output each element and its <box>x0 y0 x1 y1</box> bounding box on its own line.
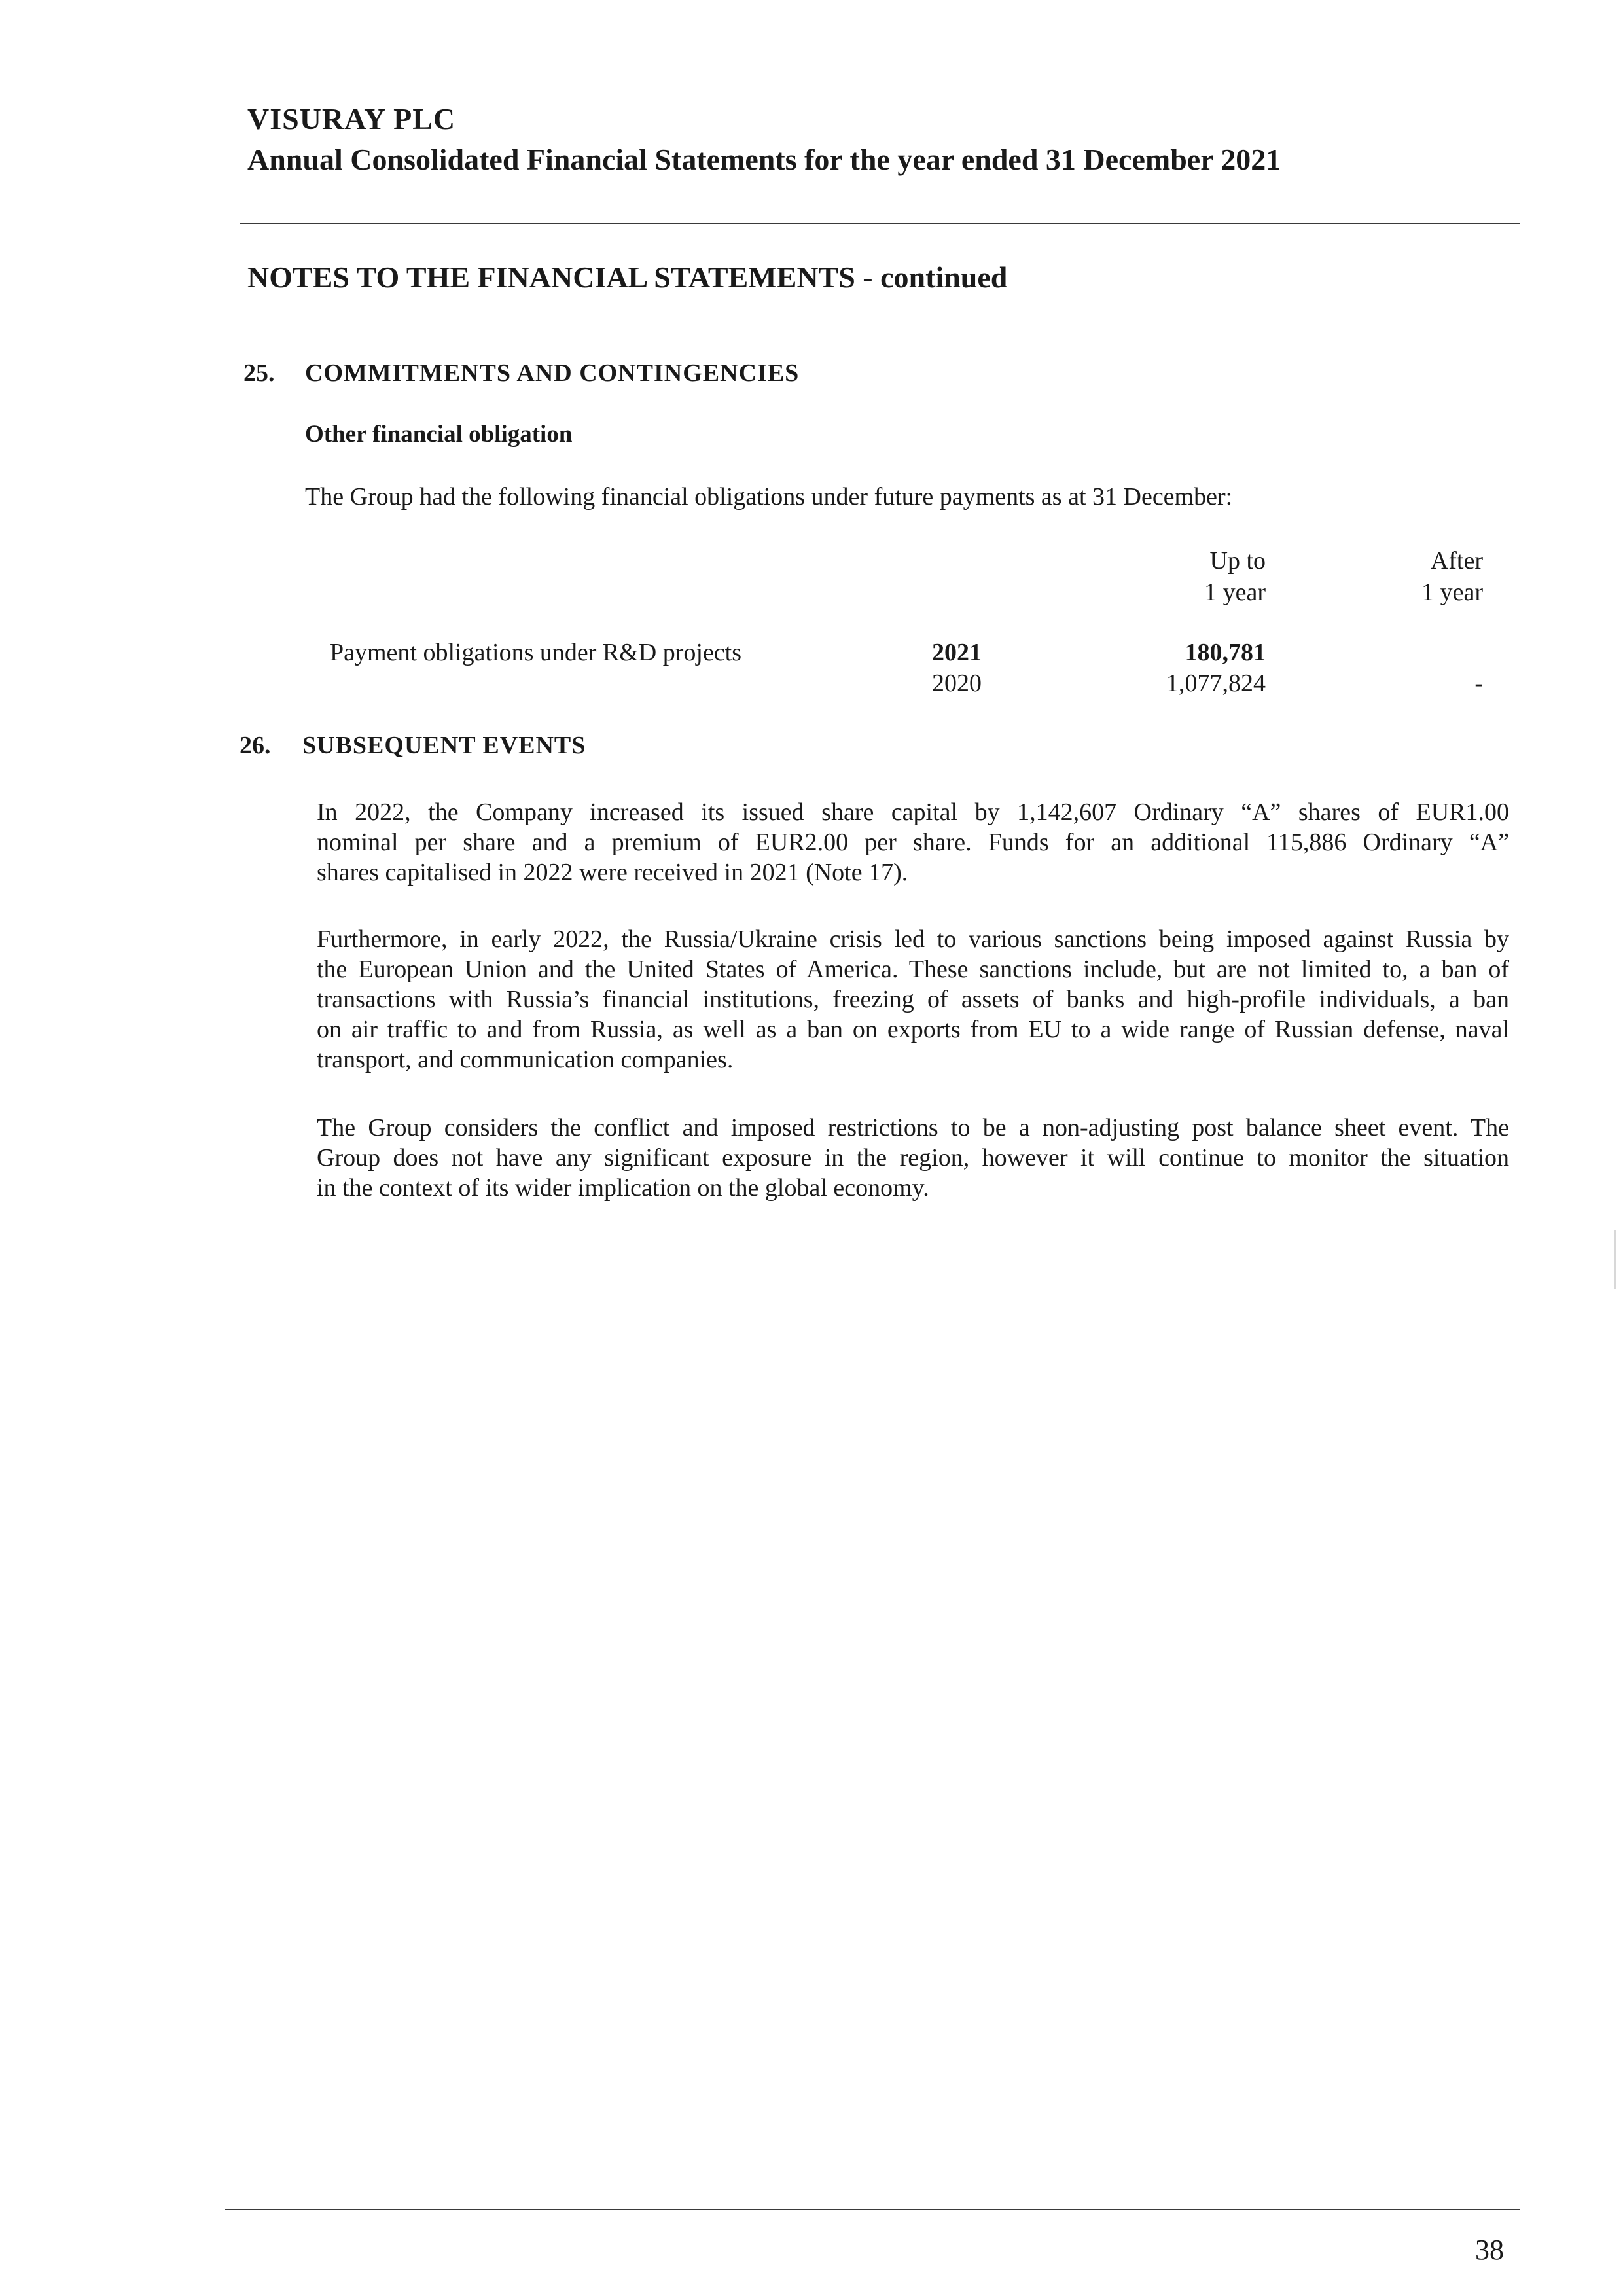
paragraph-line: nominal per share and a premium of EUR2.00 per share. Funds for an additional 115,886 Ordinary “A” <box>317 829 1509 856</box>
col-up-to-1-year-line1: Up to <box>1209 547 1266 575</box>
section-26-paragraph-2 <box>317 924 1509 1075</box>
table-row-amount-up-to-1-year: 1,077,824 <box>1166 670 1266 697</box>
paragraph-line: The Group considers the conflict and imposed restrictions to be a non-adjusting post balance sheet event. The <box>317 1114 1509 1141</box>
paragraph-line: transport, and communication companies. <box>317 1046 734 1073</box>
footer-divider <box>225 2209 1520 2210</box>
section-26-title: SUBSEQUENT EVENTS <box>302 732 586 759</box>
section-26-number: 26. <box>240 732 271 759</box>
paragraph-line: Group does not have any significant exposure in the region, however it will continue to monitor the situation <box>317 1144 1509 1172</box>
paragraph-line: in the context of its wider implication on the global economy. <box>317 1174 929 1202</box>
col-after-1-year-line2: 1 year <box>1421 579 1483 606</box>
table-row-amount-up-to-1-year: 180,781 <box>1185 639 1266 666</box>
paragraph-line: transactions with Russia’s financial institutions, freezing of assets of banks and high-profile individuals, a ban <box>317 986 1509 1013</box>
company-name: VISURAY PLC <box>247 102 456 135</box>
col-up-to-1-year-line2: 1 year <box>1204 579 1266 606</box>
notes-heading: NOTES TO THE FINANCIAL STATEMENTS - continued <box>247 260 1008 294</box>
scan-artifact <box>1614 1230 1616 1289</box>
section-26-paragraph-1 <box>317 797 1509 888</box>
header-divider <box>240 223 1520 224</box>
row-label-rd-obligations: Payment obligations under R&D projects <box>330 639 742 666</box>
section-25-title: COMMITMENTS AND CONTINGENCIES <box>305 359 800 387</box>
section-25-subheading: Other financial obligation <box>305 421 573 448</box>
document-subtitle: Annual Consolidated Financial Statements for the year ended 31 December 2021 <box>247 143 1281 176</box>
table-row-year: 2020 <box>932 670 982 697</box>
page-number: 38 <box>1475 2234 1504 2266</box>
paragraph-line: shares capitalised in 2022 were received in 2021 (Note 17). <box>317 859 908 886</box>
table-row-year: 2021 <box>932 639 982 666</box>
table-row-amount-after-1-year: - <box>1474 670 1483 697</box>
section-25-number: 25. <box>243 359 275 387</box>
section-25-intro: The Group had the following financial obligations under future payments as at 31 December: <box>305 483 1233 511</box>
paragraph-line: on air traffic to and from Russia, as well as a ban on exports from EU to a wide range of Russian defense, naval <box>317 1016 1509 1043</box>
paragraph-line: In 2022, the Company increased its issued share capital by 1,142,607 Ordinary “A” shares of EUR1.00 <box>317 798 1509 826</box>
col-after-1-year-line1: After <box>1430 547 1483 575</box>
section-26-paragraph-3 <box>317 1113 1509 1203</box>
paragraph-line: the European Union and the United States of America. These sanctions include, but are not limited to, a ban of <box>317 956 1509 983</box>
paragraph-line: Furthermore, in early 2022, the Russia/Ukraine crisis led to various sanctions being imposed against Russia by <box>317 925 1509 953</box>
